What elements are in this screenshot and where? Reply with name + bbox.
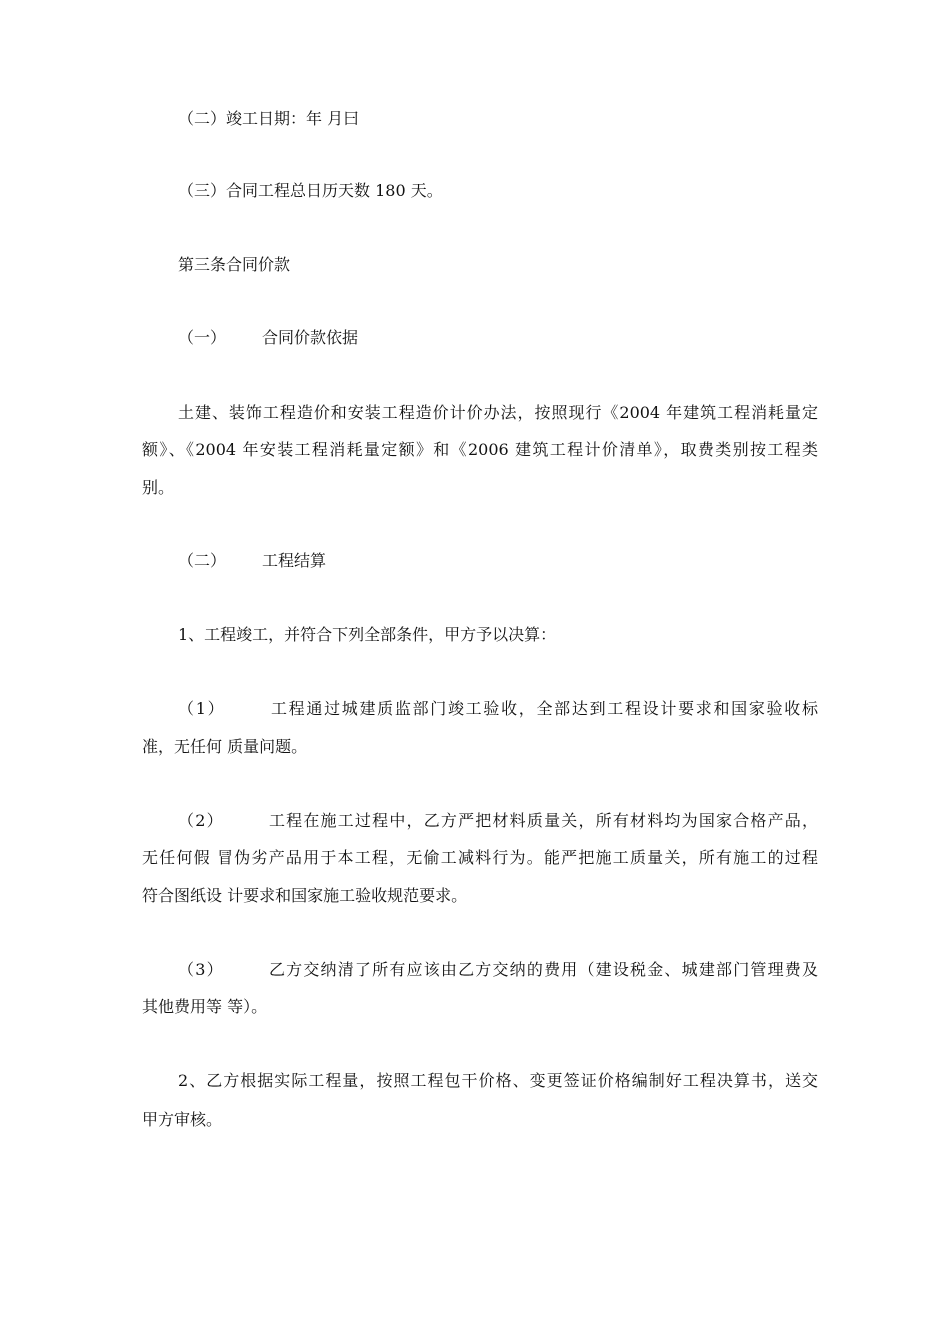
condition1-line-1 [178,699,818,719]
condition2-number: （2） [178,811,224,830]
condition3-line-2: 其他费用等 等）。 [142,997,268,1016]
section1-number: （一） [178,328,227,347]
condition3-text: 乙方交纳清了所有应该由乙方交纳的费用（建设税金、城建部门管理费及 [267,960,818,979]
item2-line-2: 甲方审核。 [142,1110,223,1129]
total-days-line: （三）合同工程总日历天数 180 天。 [178,181,443,200]
completion-date-line: （二）竣工日期：年 月曰 [178,109,360,128]
condition1-number: （1） [178,699,226,718]
condition2-line-2: 无任何假 冒伪劣产品用于本工程，无偷工减料行为。能严把施工质量关，所有施工的过程 [142,848,818,867]
condition3-number: （3） [178,960,224,979]
item1-line: 1、工程竣工，并符合下列全部条件，甲方予以决算： [178,625,557,644]
condition2-line-1 [178,811,818,831]
condition1-line-2: 准，无任何 质量问题。 [142,737,308,756]
article3-heading: 第三条合同价款 [178,255,291,274]
section1-title: 合同价款依据 [262,328,359,347]
section2-title: 工程结算 [262,551,327,570]
condition1-text: 工程通过城建质监部门竣工验收，全部达到工程设计要求和国家验收标 [269,699,818,718]
basis-line-2: 额》、《2004 年安装工程消耗量定额》和《2006 建筑工程计价清单》，取费类别按工程类 [142,440,818,459]
section2-number: （二） [178,551,227,570]
section2-heading [178,551,326,571]
condition2-text: 工程在施工过程中，乙方严把材料质量关，所有材料均为国家合格产品， [267,811,818,830]
item2-line-1: 2、乙方根据实际工程量，按照工程包干价格、变更签证价格编制好工程决算书，送交 [178,1071,818,1090]
basis-line-3: 别。 [142,478,175,497]
condition2-line-3: 符合图纸设 计要求和国家施工验收规范要求。 [142,886,468,905]
basis-line-1: 土建、装饰工程造价和安装工程造价计价办法，按照现行《2004 年建筑工程消耗量定 [178,403,818,422]
condition3-line-1 [178,960,818,980]
section1-heading [178,328,358,348]
